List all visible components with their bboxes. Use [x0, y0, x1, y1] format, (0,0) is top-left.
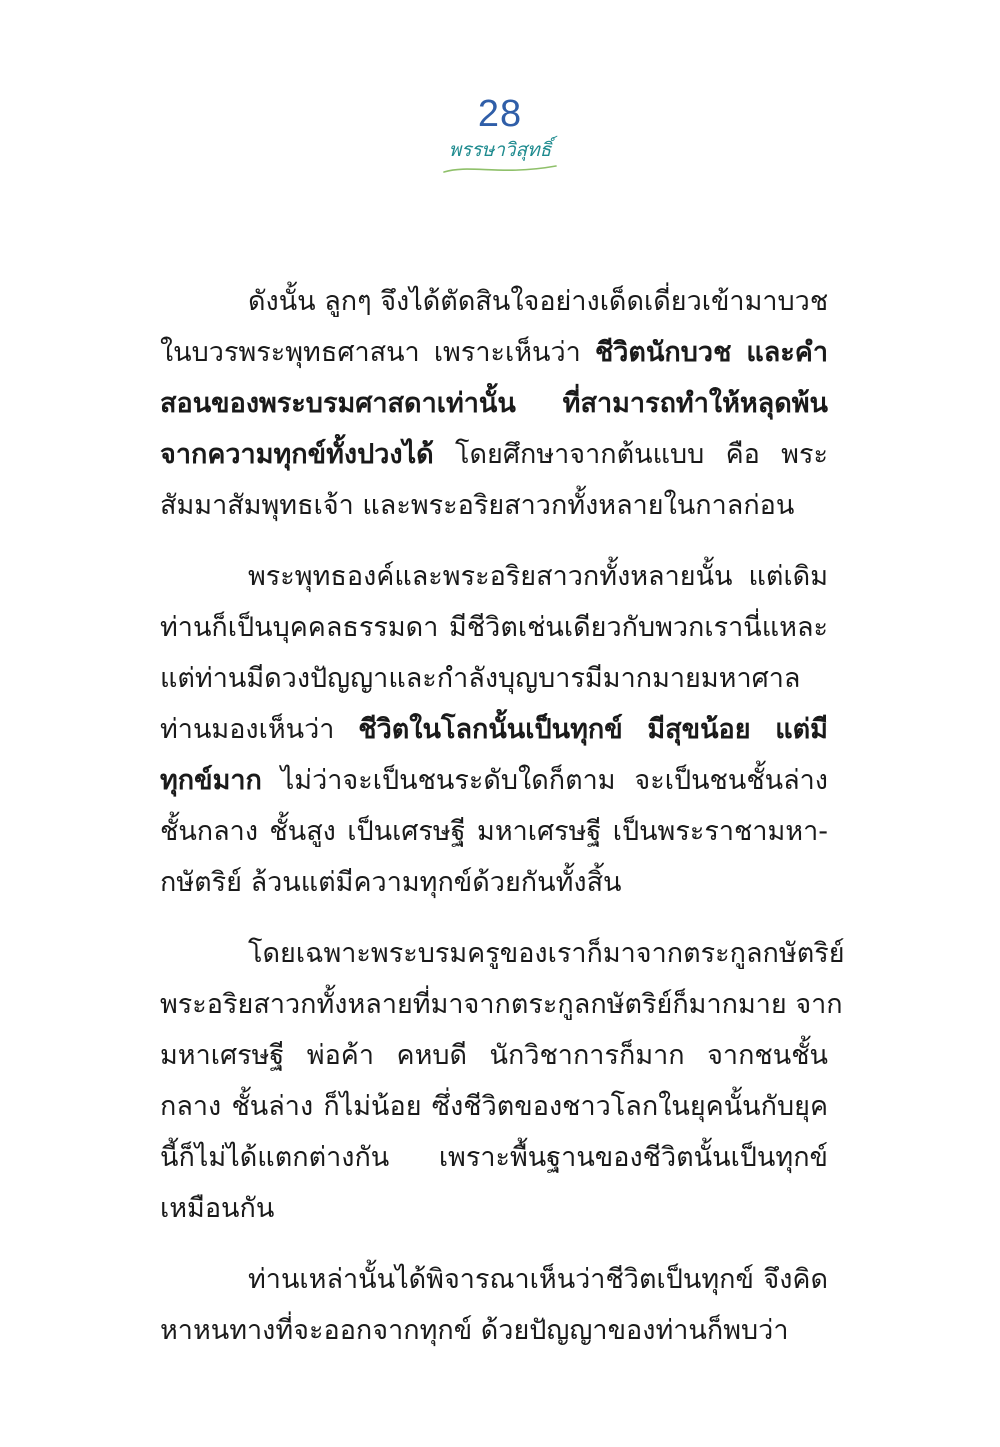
- bold-text: จากความทุกข์ทั้งปวงได้: [160, 439, 434, 470]
- text-line: [160, 806, 828, 857]
- paragraph: [160, 276, 828, 531]
- text-line: [160, 327, 828, 378]
- bold-text: สอนของพระบรมศาสดาเท่านั้น ที่สามารถทำให้หลุดพ้น: [160, 388, 828, 419]
- bold-text: ชีวิตในโลกนั้นเป็นทุกข์ มีสุขน้อย แต่มี: [358, 714, 828, 745]
- text-line: [160, 928, 845, 979]
- text-line: [160, 857, 828, 908]
- text-line: [160, 378, 828, 429]
- body-text: [160, 276, 845, 1376]
- text-segment: ท่านมองเห็นว่า: [160, 714, 359, 745]
- text-line: [160, 979, 843, 1030]
- text-line: [160, 1183, 828, 1234]
- text-segment: โดยเฉพาะพระบรมครูของเราก็มาจากตระกูลกษัตริย์: [248, 938, 845, 969]
- text-segment: ชั้นกลาง ชั้นสูง เป็นเศรษฐี มหาเศรษฐี เป็นพระราชามหา-: [160, 816, 828, 847]
- paragraph: [160, 1254, 828, 1356]
- text-line: [160, 704, 828, 755]
- bold-text: ชีวิตนักบวช และคำ: [594, 337, 828, 368]
- book-title: พรรษาวิสุทธิ์: [448, 139, 552, 161]
- text-line: [160, 1254, 828, 1305]
- title-swash-ornament: [440, 162, 560, 176]
- text-segment: สัมมาสัมพุทธเจ้า และพระอริยสาวกทั้งหลายในกาลก่อน: [160, 490, 795, 521]
- text-segment: ท่านก็เป็นบุคคลธรรมดา มีชีวิตเช่นเดียวกับพวกเรานี่แหละ: [160, 612, 828, 643]
- text-line: [160, 602, 828, 653]
- text-segment: เหมือนกัน: [160, 1193, 275, 1224]
- text-segment: ท่านเหล่านั้นได้พิจารณาเห็นว่าชีวิตเป็นทุกข์ จึงคิด: [248, 1264, 828, 1295]
- text-segment: กษัตริย์ ล้วนแต่มีความทุกข์ด้วยกันทั้งสิ้น: [160, 867, 622, 898]
- text-segment: หาหนทางที่จะออกจากทุกข์ ด้วยปัญญาของท่านก็พบว่า: [160, 1315, 789, 1346]
- text-line: [160, 653, 828, 704]
- text-segment: แต่ท่านมีดวงปัญญาและกำลังบุญบารมีมากมายมหาศาล: [160, 663, 801, 694]
- text-segment: นี้ก็ไม่ได้แตกต่างกัน เพราะพื้นฐานของชีวิตนั้นเป็นทุกข์: [160, 1142, 828, 1173]
- text-segment: ไม่ว่าจะเป็นชนระดับใดก็ตาม จะเป็นชนชั้นล่าง: [261, 765, 828, 796]
- page-number: 28: [477, 93, 523, 135]
- text-segment: กลาง ชั้นล่าง ก็ไม่น้อย ซึ่งชีวิตของชาวโลกในยุคนั้นกับยุค: [160, 1091, 828, 1122]
- text-line: [160, 429, 828, 480]
- bold-text: ทุกข์มาก: [160, 765, 262, 796]
- text-line: [160, 1030, 828, 1081]
- text-line: [160, 1081, 828, 1132]
- text-line: [160, 551, 828, 602]
- text-line: [160, 276, 828, 327]
- paragraph: [160, 928, 845, 1234]
- text-segment: ในบวรพระพุทธศาสนา เพราะเห็นว่า: [160, 337, 595, 368]
- text-segment: มหาเศรษฐี พ่อค้า คหบดี นักวิชาการก็มาก จากชนชั้น: [160, 1040, 828, 1071]
- text-line: [160, 1132, 828, 1183]
- text-line: [160, 1305, 828, 1356]
- text-segment: ดังนั้น ลูกๆ จึงได้ตัดสินใจอย่างเด็ดเดี่ยวเข้ามาบวช: [248, 286, 829, 317]
- text-segment: พระพุทธองค์และพระอริยสาวกทั้งหลายนั้น แต่เดิม: [248, 561, 828, 592]
- text-line: [160, 480, 828, 531]
- page-header: [0, 92, 1000, 176]
- text-segment: โดยศึกษาจากต้นแบบ คือ พระ: [433, 439, 828, 470]
- paragraph: [160, 551, 828, 908]
- text-segment: พระอริยสาวกทั้งหลายที่มาจากตระกูลกษัตริย์ก็มากมาย จาก: [160, 989, 843, 1020]
- text-line: [160, 755, 828, 806]
